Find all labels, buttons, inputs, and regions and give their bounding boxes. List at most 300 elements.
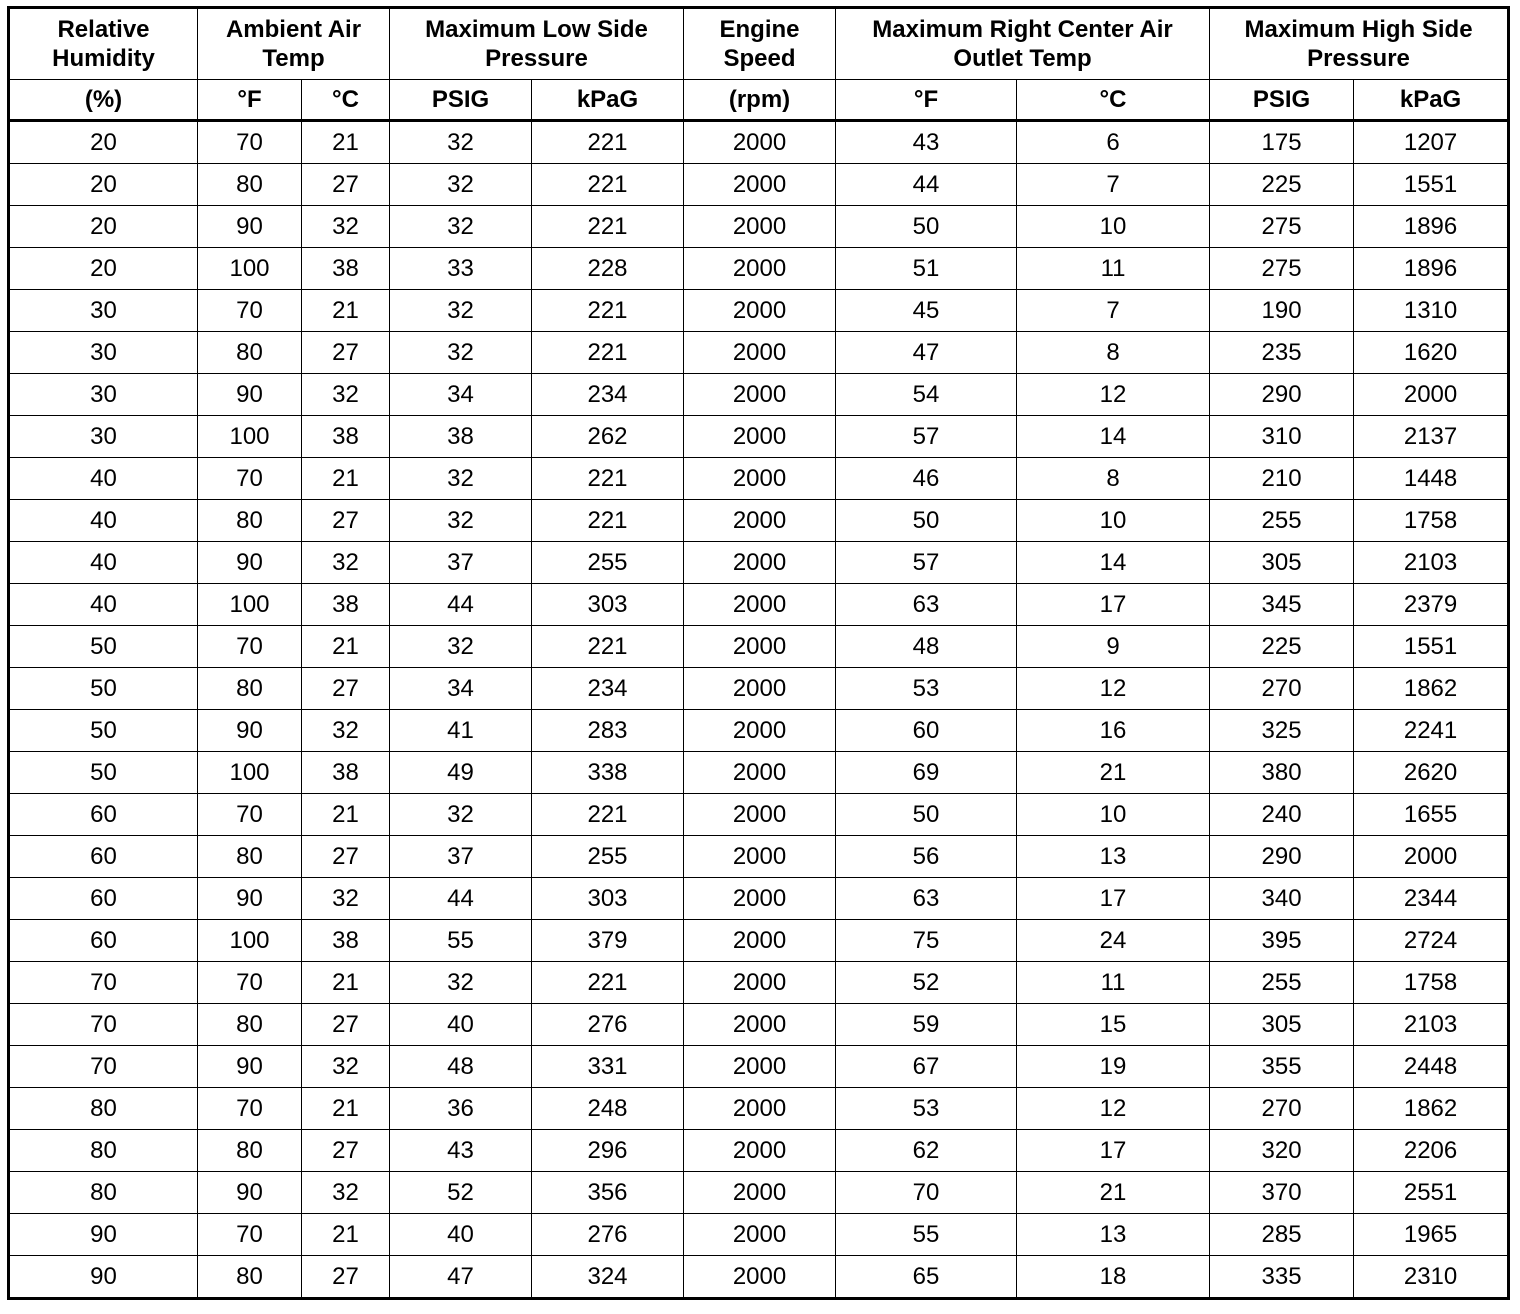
cell-low-psig: 32	[390, 794, 532, 836]
cell-low-kpag: 255	[532, 542, 684, 584]
cell-low-psig: 36	[390, 1088, 532, 1130]
cell-outlet-f: 75	[836, 920, 1017, 962]
cell-high-psig: 355	[1210, 1046, 1354, 1088]
cell-low-kpag: 221	[532, 626, 684, 668]
cell-engine-rpm: 2000	[684, 164, 836, 206]
cell-ambient-c: 32	[302, 878, 390, 920]
cell-outlet-f: 50	[836, 500, 1017, 542]
cell-engine-rpm: 2000	[684, 626, 836, 668]
cell-low-kpag: 276	[532, 1004, 684, 1046]
cell-ambient-c: 21	[302, 1214, 390, 1256]
cell-high-psig: 290	[1210, 374, 1354, 416]
cell-engine-rpm: 2000	[684, 1130, 836, 1172]
cell-humidity: 70	[9, 1004, 198, 1046]
cell-high-kpag: 2000	[1354, 836, 1509, 878]
cell-humidity: 20	[9, 206, 198, 248]
cell-low-psig: 32	[390, 121, 532, 164]
cell-outlet-f: 54	[836, 374, 1017, 416]
cell-high-psig: 285	[1210, 1214, 1354, 1256]
cell-ambient-c: 27	[302, 1130, 390, 1172]
cell-ambient-c: 27	[302, 836, 390, 878]
cell-high-psig: 235	[1210, 332, 1354, 374]
cell-ambient-f: 80	[198, 164, 302, 206]
cell-engine-rpm: 2000	[684, 584, 836, 626]
cell-ambient-c: 27	[302, 332, 390, 374]
cell-low-psig: 49	[390, 752, 532, 794]
table-row	[9, 1256, 1509, 1299]
cell-ambient-c: 27	[302, 500, 390, 542]
cell-high-kpag: 1448	[1354, 458, 1509, 500]
cell-outlet-f: 53	[836, 668, 1017, 710]
cell-high-psig: 310	[1210, 416, 1354, 458]
cell-high-kpag: 2206	[1354, 1130, 1509, 1172]
unit-outlet-fahrenheit: °F	[836, 80, 1017, 121]
cell-low-psig: 37	[390, 542, 532, 584]
cell-outlet-c: 14	[1017, 542, 1210, 584]
cell-high-kpag: 2103	[1354, 1004, 1509, 1046]
cell-ambient-c: 21	[302, 1088, 390, 1130]
cell-engine-rpm: 2000	[684, 206, 836, 248]
cell-high-psig: 225	[1210, 164, 1354, 206]
table-row	[9, 1214, 1509, 1256]
cell-outlet-f: 51	[836, 248, 1017, 290]
cell-low-psig: 40	[390, 1214, 532, 1256]
cell-low-kpag: 221	[532, 962, 684, 1004]
cell-ambient-f: 90	[198, 1046, 302, 1088]
cell-low-psig: 32	[390, 164, 532, 206]
cell-outlet-c: 11	[1017, 962, 1210, 1004]
cell-ambient-c: 38	[302, 752, 390, 794]
cell-low-kpag: 331	[532, 1046, 684, 1088]
cell-engine-rpm: 2000	[684, 1004, 836, 1046]
cell-outlet-c: 12	[1017, 374, 1210, 416]
cell-outlet-f: 50	[836, 206, 1017, 248]
cell-high-kpag: 1862	[1354, 668, 1509, 710]
cell-humidity: 40	[9, 542, 198, 584]
cell-outlet-c: 12	[1017, 668, 1210, 710]
cell-outlet-c: 17	[1017, 878, 1210, 920]
cell-high-kpag: 2241	[1354, 710, 1509, 752]
cell-outlet-c: 14	[1017, 416, 1210, 458]
table-row	[9, 794, 1509, 836]
table-row	[9, 1088, 1509, 1130]
cell-engine-rpm: 2000	[684, 836, 836, 878]
cell-engine-rpm: 2000	[684, 1256, 836, 1299]
cell-low-kpag: 356	[532, 1172, 684, 1214]
cell-high-kpag: 1207	[1354, 121, 1509, 164]
cell-ambient-f: 100	[198, 584, 302, 626]
cell-ambient-f: 70	[198, 121, 302, 164]
table-row	[9, 542, 1509, 584]
unit-low-side-kpag: kPaG	[532, 80, 684, 121]
cell-low-psig: 32	[390, 332, 532, 374]
cell-low-kpag: 221	[532, 332, 684, 374]
cell-ambient-f: 80	[198, 1130, 302, 1172]
cell-low-psig: 33	[390, 248, 532, 290]
table-row	[9, 584, 1509, 626]
cell-low-psig: 40	[390, 1004, 532, 1046]
cell-ambient-c: 27	[302, 1004, 390, 1046]
cell-humidity: 80	[9, 1172, 198, 1214]
cell-ambient-c: 21	[302, 458, 390, 500]
cell-low-psig: 32	[390, 962, 532, 1004]
cell-engine-rpm: 2000	[684, 1046, 836, 1088]
cell-low-psig: 32	[390, 458, 532, 500]
cell-high-kpag: 2724	[1354, 920, 1509, 962]
cell-outlet-c: 9	[1017, 626, 1210, 668]
cell-ambient-c: 21	[302, 962, 390, 1004]
cell-ambient-f: 80	[198, 1256, 302, 1299]
table-row	[9, 1172, 1509, 1214]
table-body	[9, 121, 1509, 1299]
table-row	[9, 164, 1509, 206]
cell-humidity: 20	[9, 164, 198, 206]
cell-outlet-c: 11	[1017, 248, 1210, 290]
cell-outlet-f: 46	[836, 458, 1017, 500]
cell-outlet-c: 15	[1017, 1004, 1210, 1046]
cell-outlet-c: 13	[1017, 1214, 1210, 1256]
cell-humidity: 20	[9, 121, 198, 164]
cell-low-kpag: 234	[532, 374, 684, 416]
cell-outlet-c: 21	[1017, 1172, 1210, 1214]
unit-high-side-kpag: kPaG	[1354, 80, 1509, 121]
cell-engine-rpm: 2000	[684, 121, 836, 164]
cell-outlet-f: 43	[836, 121, 1017, 164]
cell-high-kpag: 1896	[1354, 248, 1509, 290]
cell-low-psig: 38	[390, 416, 532, 458]
cell-outlet-c: 10	[1017, 500, 1210, 542]
cell-engine-rpm: 2000	[684, 1172, 836, 1214]
cell-ambient-c: 32	[302, 374, 390, 416]
cell-ambient-c: 32	[302, 1046, 390, 1088]
cell-high-kpag: 2448	[1354, 1046, 1509, 1088]
cell-engine-rpm: 2000	[684, 458, 836, 500]
cell-high-psig: 370	[1210, 1172, 1354, 1214]
cell-outlet-f: 45	[836, 290, 1017, 332]
cell-ambient-f: 90	[198, 374, 302, 416]
cell-high-kpag: 1758	[1354, 962, 1509, 1004]
cell-high-kpag: 2344	[1354, 878, 1509, 920]
cell-humidity: 90	[9, 1214, 198, 1256]
table-row	[9, 206, 1509, 248]
cell-ambient-f: 90	[198, 542, 302, 584]
cell-engine-rpm: 2000	[684, 1088, 836, 1130]
table-row	[9, 1130, 1509, 1172]
cell-outlet-c: 18	[1017, 1256, 1210, 1299]
table-row	[9, 290, 1509, 332]
cell-high-psig: 345	[1210, 584, 1354, 626]
cell-high-psig: 325	[1210, 710, 1354, 752]
cell-low-psig: 41	[390, 710, 532, 752]
cell-high-kpag: 1862	[1354, 1088, 1509, 1130]
cell-outlet-f: 57	[836, 542, 1017, 584]
ac-performance-table	[7, 6, 1510, 1300]
cell-ambient-c: 32	[302, 1172, 390, 1214]
cell-low-kpag: 234	[532, 668, 684, 710]
cell-low-kpag: 338	[532, 752, 684, 794]
cell-high-psig: 320	[1210, 1130, 1354, 1172]
cell-high-kpag: 1965	[1354, 1214, 1509, 1256]
cell-ambient-f: 70	[198, 1088, 302, 1130]
cell-low-kpag: 379	[532, 920, 684, 962]
unit-outlet-celsius: °C	[1017, 80, 1210, 121]
cell-low-kpag: 276	[532, 1214, 684, 1256]
performance-table-container	[7, 6, 1507, 1300]
cell-high-psig: 175	[1210, 121, 1354, 164]
cell-high-kpag: 1758	[1354, 500, 1509, 542]
unit-engine-rpm: (rpm)	[684, 80, 836, 121]
table-row	[9, 668, 1509, 710]
cell-high-kpag: 1551	[1354, 626, 1509, 668]
cell-ambient-f: 80	[198, 500, 302, 542]
cell-outlet-c: 10	[1017, 206, 1210, 248]
cell-high-kpag: 1896	[1354, 206, 1509, 248]
cell-ambient-c: 32	[302, 542, 390, 584]
cell-ambient-f: 70	[198, 1214, 302, 1256]
cell-low-kpag: 296	[532, 1130, 684, 1172]
cell-ambient-f: 80	[198, 332, 302, 374]
cell-high-kpag: 1620	[1354, 332, 1509, 374]
cell-ambient-c: 21	[302, 626, 390, 668]
cell-ambient-c: 21	[302, 290, 390, 332]
cell-low-psig: 34	[390, 374, 532, 416]
cell-high-psig: 380	[1210, 752, 1354, 794]
cell-humidity: 70	[9, 962, 198, 1004]
cell-low-psig: 43	[390, 1130, 532, 1172]
cell-low-kpag: 255	[532, 836, 684, 878]
unit-low-side-psig: PSIG	[390, 80, 532, 121]
cell-outlet-c: 6	[1017, 121, 1210, 164]
cell-ambient-f: 90	[198, 1172, 302, 1214]
cell-ambient-c: 38	[302, 416, 390, 458]
cell-high-psig: 395	[1210, 920, 1354, 962]
cell-ambient-c: 32	[302, 206, 390, 248]
cell-ambient-c: 38	[302, 248, 390, 290]
cell-ambient-c: 27	[302, 164, 390, 206]
cell-outlet-c: 7	[1017, 290, 1210, 332]
cell-outlet-f: 59	[836, 1004, 1017, 1046]
header-ambient-air-temp: Ambient Air Temp	[198, 8, 390, 80]
cell-humidity: 30	[9, 332, 198, 374]
cell-engine-rpm: 2000	[684, 752, 836, 794]
cell-engine-rpm: 2000	[684, 920, 836, 962]
cell-ambient-f: 70	[198, 626, 302, 668]
cell-outlet-c: 17	[1017, 1130, 1210, 1172]
table-row	[9, 878, 1509, 920]
table-row	[9, 458, 1509, 500]
cell-low-kpag: 303	[532, 878, 684, 920]
cell-humidity: 80	[9, 1088, 198, 1130]
table-row	[9, 920, 1509, 962]
cell-outlet-c: 8	[1017, 332, 1210, 374]
cell-ambient-c: 27	[302, 668, 390, 710]
cell-high-kpag: 2310	[1354, 1256, 1509, 1299]
cell-outlet-c: 17	[1017, 584, 1210, 626]
cell-low-psig: 37	[390, 836, 532, 878]
header-max-high-side-pressure: Maximum High Side Pressure	[1210, 8, 1509, 80]
cell-low-psig: 44	[390, 584, 532, 626]
cell-outlet-f: 52	[836, 962, 1017, 1004]
cell-low-psig: 52	[390, 1172, 532, 1214]
table-row	[9, 962, 1509, 1004]
cell-high-kpag: 2620	[1354, 752, 1509, 794]
cell-high-psig: 255	[1210, 962, 1354, 1004]
cell-ambient-f: 100	[198, 752, 302, 794]
cell-outlet-f: 53	[836, 1088, 1017, 1130]
cell-humidity: 70	[9, 1046, 198, 1088]
cell-ambient-c: 38	[302, 584, 390, 626]
cell-ambient-f: 80	[198, 668, 302, 710]
header-engine-speed: Engine Speed	[684, 8, 836, 80]
cell-outlet-c: 8	[1017, 458, 1210, 500]
cell-engine-rpm: 2000	[684, 332, 836, 374]
cell-outlet-f: 60	[836, 710, 1017, 752]
unit-ambient-celsius: °C	[302, 80, 390, 121]
cell-low-psig: 34	[390, 668, 532, 710]
cell-engine-rpm: 2000	[684, 500, 836, 542]
cell-high-psig: 335	[1210, 1256, 1354, 1299]
cell-humidity: 50	[9, 626, 198, 668]
cell-humidity: 50	[9, 668, 198, 710]
cell-low-kpag: 221	[532, 500, 684, 542]
cell-outlet-c: 13	[1017, 836, 1210, 878]
cell-low-kpag: 248	[532, 1088, 684, 1130]
cell-humidity: 60	[9, 878, 198, 920]
cell-humidity: 40	[9, 500, 198, 542]
cell-humidity: 30	[9, 290, 198, 332]
cell-humidity: 40	[9, 584, 198, 626]
cell-high-psig: 275	[1210, 248, 1354, 290]
cell-high-kpag: 2137	[1354, 416, 1509, 458]
cell-outlet-c: 7	[1017, 164, 1210, 206]
table-row	[9, 1004, 1509, 1046]
cell-outlet-f: 55	[836, 1214, 1017, 1256]
cell-low-kpag: 283	[532, 710, 684, 752]
cell-low-psig: 32	[390, 290, 532, 332]
cell-ambient-f: 100	[198, 248, 302, 290]
cell-humidity: 90	[9, 1256, 198, 1299]
cell-ambient-f: 90	[198, 878, 302, 920]
table-row	[9, 374, 1509, 416]
table-row	[9, 752, 1509, 794]
cell-outlet-f: 44	[836, 164, 1017, 206]
cell-ambient-f: 90	[198, 710, 302, 752]
cell-ambient-f: 70	[198, 794, 302, 836]
cell-outlet-f: 50	[836, 794, 1017, 836]
cell-high-psig: 270	[1210, 668, 1354, 710]
cell-humidity: 50	[9, 752, 198, 794]
cell-humidity: 60	[9, 836, 198, 878]
cell-engine-rpm: 2000	[684, 290, 836, 332]
cell-high-psig: 275	[1210, 206, 1354, 248]
cell-ambient-c: 27	[302, 1256, 390, 1299]
cell-ambient-f: 100	[198, 920, 302, 962]
cell-high-kpag: 2000	[1354, 374, 1509, 416]
cell-low-kpag: 303	[532, 584, 684, 626]
cell-ambient-f: 80	[198, 1004, 302, 1046]
cell-engine-rpm: 2000	[684, 962, 836, 1004]
cell-outlet-f: 57	[836, 416, 1017, 458]
cell-ambient-f: 70	[198, 962, 302, 1004]
cell-high-psig: 270	[1210, 1088, 1354, 1130]
header-max-low-side-pressure: Maximum Low Side Pressure	[390, 8, 684, 80]
cell-engine-rpm: 2000	[684, 248, 836, 290]
cell-outlet-f: 69	[836, 752, 1017, 794]
cell-high-psig: 225	[1210, 626, 1354, 668]
cell-outlet-f: 70	[836, 1172, 1017, 1214]
cell-low-kpag: 221	[532, 164, 684, 206]
cell-high-psig: 190	[1210, 290, 1354, 332]
cell-ambient-c: 21	[302, 794, 390, 836]
cell-engine-rpm: 2000	[684, 710, 836, 752]
cell-high-psig: 340	[1210, 878, 1354, 920]
cell-low-psig: 32	[390, 500, 532, 542]
cell-outlet-f: 62	[836, 1130, 1017, 1172]
table-row	[9, 836, 1509, 878]
cell-low-psig: 55	[390, 920, 532, 962]
table-row	[9, 1046, 1509, 1088]
cell-outlet-c: 21	[1017, 752, 1210, 794]
table-row	[9, 416, 1509, 458]
cell-high-psig: 290	[1210, 836, 1354, 878]
cell-outlet-f: 67	[836, 1046, 1017, 1088]
unit-ambient-fahrenheit: °F	[198, 80, 302, 121]
cell-low-psig: 44	[390, 878, 532, 920]
cell-outlet-f: 48	[836, 626, 1017, 668]
cell-outlet-f: 47	[836, 332, 1017, 374]
cell-humidity: 50	[9, 710, 198, 752]
cell-outlet-f: 63	[836, 584, 1017, 626]
cell-low-psig: 48	[390, 1046, 532, 1088]
cell-high-kpag: 1551	[1354, 164, 1509, 206]
table-row	[9, 626, 1509, 668]
cell-high-psig: 210	[1210, 458, 1354, 500]
cell-humidity: 30	[9, 416, 198, 458]
cell-high-psig: 255	[1210, 500, 1354, 542]
cell-outlet-f: 63	[836, 878, 1017, 920]
table-row	[9, 500, 1509, 542]
cell-low-kpag: 262	[532, 416, 684, 458]
cell-humidity: 30	[9, 374, 198, 416]
units-row	[9, 80, 1509, 121]
cell-high-kpag: 1310	[1354, 290, 1509, 332]
cell-humidity: 60	[9, 794, 198, 836]
table-row	[9, 710, 1509, 752]
cell-outlet-c: 19	[1017, 1046, 1210, 1088]
cell-ambient-c: 32	[302, 710, 390, 752]
cell-high-kpag: 1655	[1354, 794, 1509, 836]
cell-high-kpag: 2551	[1354, 1172, 1509, 1214]
cell-ambient-f: 70	[198, 290, 302, 332]
header-row	[9, 8, 1509, 80]
cell-high-psig: 305	[1210, 1004, 1354, 1046]
cell-engine-rpm: 2000	[684, 542, 836, 584]
cell-engine-rpm: 2000	[684, 794, 836, 836]
cell-low-psig: 47	[390, 1256, 532, 1299]
cell-high-kpag: 2103	[1354, 542, 1509, 584]
cell-engine-rpm: 2000	[684, 878, 836, 920]
header-max-right-center-air-outlet-temp: Maximum Right Center Air Outlet Temp	[836, 8, 1210, 80]
table-row	[9, 248, 1509, 290]
cell-ambient-f: 90	[198, 206, 302, 248]
cell-humidity: 40	[9, 458, 198, 500]
cell-humidity: 60	[9, 920, 198, 962]
cell-low-kpag: 228	[532, 248, 684, 290]
cell-low-kpag: 221	[532, 794, 684, 836]
cell-low-psig: 32	[390, 626, 532, 668]
cell-low-kpag: 221	[532, 290, 684, 332]
cell-humidity: 80	[9, 1130, 198, 1172]
